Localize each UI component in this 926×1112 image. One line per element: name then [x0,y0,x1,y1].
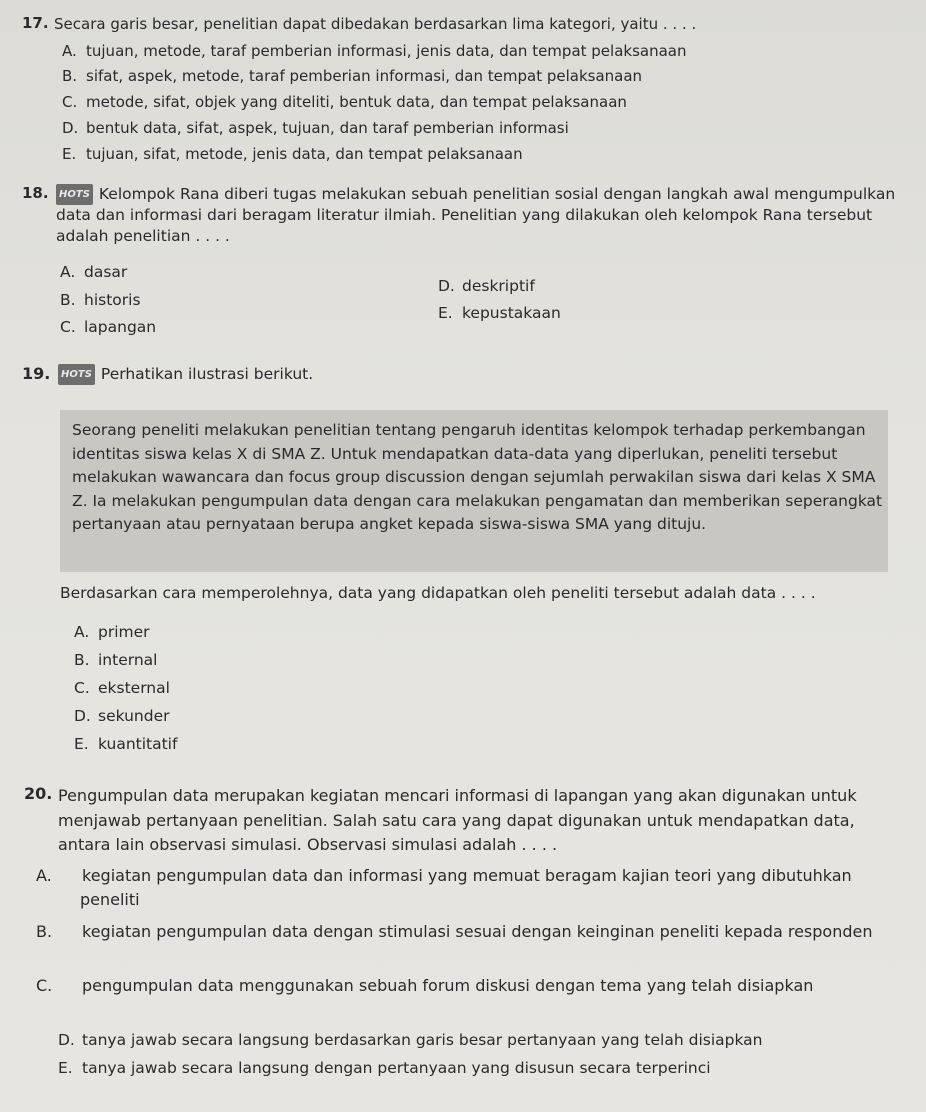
option-e[interactable]: E. tanya jawab secara langsung dengan pertanyaan yang disusun secara terperinci [58,1059,711,1077]
option-a[interactable]: A. primer [74,623,150,641]
question-stem: Secara garis besar, penelitian dapat dibedakan berdasarkan lima kategori, yaitu . . . . [54,15,697,33]
question-prompt: Berdasarkan cara memperolehnya, data yang didapatkan oleh peneliti tersebut adalah data . . . . [60,584,816,602]
hots-badge: HOTS [56,184,93,205]
question-19 [22,364,906,385]
option-c[interactable]: C. metode, sifat, objek yang diteliti, bentuk data, dan tempat pelaksanaan [62,93,627,111]
illustration-text: Seorang peneliti melakukan penelitian tentang pengaruh identitas kelompok terhadap perkembangan identitas siswa kelas X di SMA Z. Untuk mendapatkan data-data yang diperlukan, peneliti tersebut melakukan wawancara dan focus group discussion dengan sejumlah perwakilan siswa dari kelas X SMA Z. Ia melakukan pengumpulan data dengan cara melakukan pengamatan dan memberikan seperangkat pertanyaan atau pernyataan berupa angket kepada siswa-siswa SMA yang dituju. [72,421,883,533]
option-e[interactable]: E. kepustakaan [438,304,561,322]
option-c[interactable]: C. lapangan [60,318,157,336]
hots-badge: HOTS [58,364,95,385]
option-d[interactable]: D. sekunder [74,707,170,725]
question-number: 20. [24,784,53,803]
option-c[interactable]: C. pengumpulan data menggunakan sebuah forum diskusi dengan tema yang telah disiapkan [36,976,814,995]
question-number: 17. [22,14,49,32]
question-17 [22,14,906,35]
illustration-box [60,410,888,572]
option-b[interactable]: B. kegiatan pengumpulan data dengan stimulasi sesuai dengan keinginan peneliti kepada responden [36,922,873,941]
option-b[interactable]: B. internal [74,651,158,669]
option-e[interactable]: E. tujuan, sifat, metode, jenis data, dan tempat pelaksanaan [62,145,523,163]
option-b[interactable]: B. historis [60,291,141,309]
option-b[interactable]: B. sifat, aspek, metode, taraf pemberian informasi, dan tempat pelaksanaan [62,67,643,85]
option-a[interactable]: A. kegiatan pengumpulan data dan informasi yang memuat beragam kajian teori yang dibutuhkan peneliti [36,866,852,909]
question-18 [22,184,906,247]
option-d[interactable]: D. deskriptif [438,277,535,295]
question-20 [24,784,886,858]
option-a[interactable]: A. dasar [60,263,128,281]
question-number: 19. [22,364,51,383]
option-c[interactable]: C. eksternal [74,679,170,697]
option-e[interactable]: E. kuantitatif [74,735,178,753]
option-d[interactable]: D. tanya jawab secara langsung berdasarkan garis besar pertanyaan yang telah disiapkan [58,1031,763,1049]
option-d[interactable]: D. bentuk data, sifat, aspek, tujuan, dan taraf pemberian informasi [62,119,569,137]
question-19-prompt [60,582,886,604]
question-number: 18. [22,184,49,202]
question-stem: Pengumpulan data merupakan kegiatan mencari informasi di lapangan yang akan digunakan untuk menjawab pertanyaan penelitian. Salah satu cara yang dapat digunakan untuk mendapatkan data, antara lain observasi simulasi. Observasi simulasi adalah . . . . [58,786,857,854]
option-a[interactable]: A. tujuan, metode, taraf pemberian informasi, jenis data, dan tempat pelaksanaan [62,42,687,60]
question-stem: HOTS Kelompok Rana diberi tugas melakukan sebuah penelitian sosial dengan langkah awal mengumpulkan data dan informasi dari beragam literatur ilmiah. Penelitian yang dilakukan oleh kelompok Rana tersebut adalah penelitian . . . . [56,185,896,245]
question-stem: HOTS Perhatikan ilustrasi berikut. [58,364,906,385]
